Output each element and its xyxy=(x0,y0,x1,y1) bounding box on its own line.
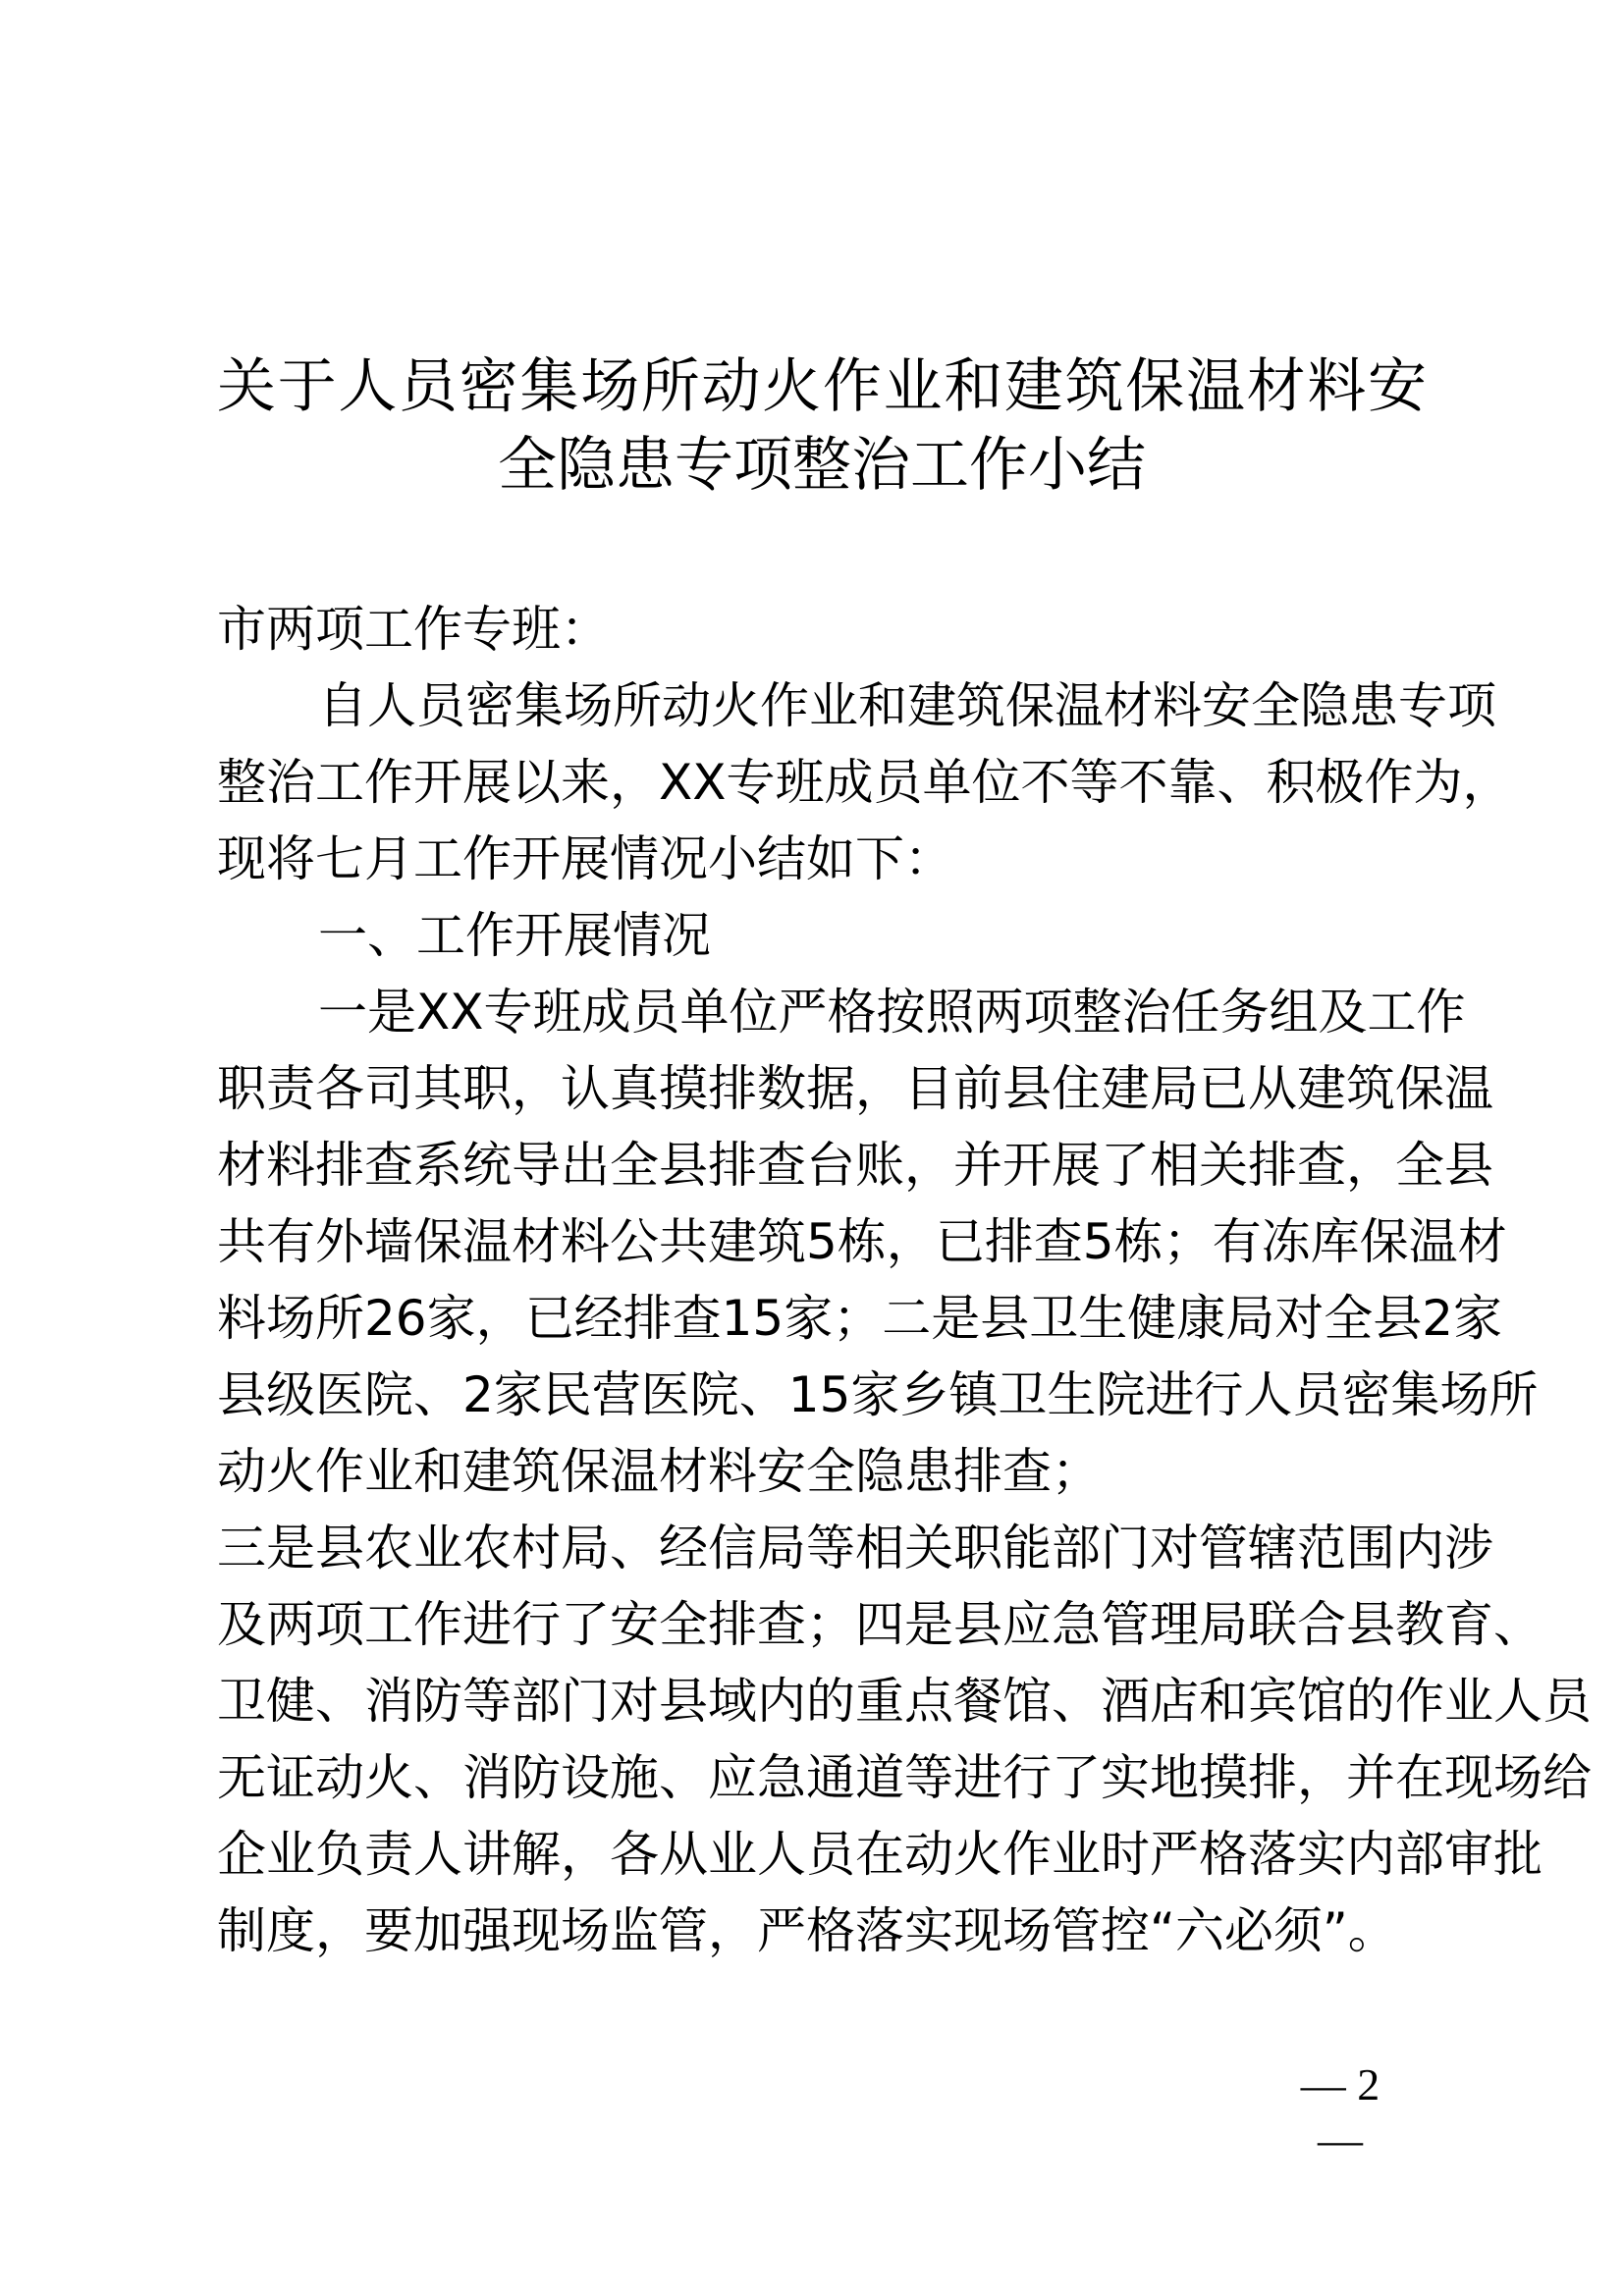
salutation: 市两项工作专班： xyxy=(217,601,610,658)
page-number: — 2 — xyxy=(1300,2059,1380,2164)
body-line: 县级医院、2家民营医院、15家乡镇卫生院进行人员密集场所 xyxy=(217,1366,1539,1423)
body-line: 自人员密集场所动火作业和建筑保温材料安全隐患专项 xyxy=(318,677,1496,734)
body-line: 材料排查系统导出全县排查台账，并开展了相关排查，全县 xyxy=(217,1137,1493,1194)
body-line: 一是XX专班成员单位严格按照两项整治任务组及工作 xyxy=(318,984,1466,1041)
section-heading: 一、工作开展情况 xyxy=(318,907,711,964)
body-line: 整治工作开展以来，XX专班成员单位不等不靠、积极作为， xyxy=(217,754,1512,811)
body-line: 料场所26家，已经排查15家；二是县卫生健康局对全县2家 xyxy=(217,1290,1503,1347)
document-title-line-1: 关于人员密集场所动火作业和建筑保温材料安 xyxy=(217,352,1427,421)
body-line: 三是县农业农村局、经信局等相关职能部门对管辖范围内涉 xyxy=(217,1520,1493,1576)
body-line: 职责各司其职，认真摸排数据，目前县住建局已从建筑保温 xyxy=(217,1060,1493,1117)
body-line: 现将七月工作开展情况小结如下： xyxy=(217,830,953,887)
body-line: 共有外墙保温材料公共建筑5栋，已排查5栋；有冻库保温材 xyxy=(217,1213,1507,1270)
body-line: 制度，要加强现场监管，严格落实现场管控“六必须”。 xyxy=(217,1902,1397,1959)
body-line: 卫健、消防等部门对县域内的重点餐馆、酒店和宾馆的作业人员 xyxy=(217,1673,1592,1730)
body-line: 动火作业和建筑保温材料安全隐患排查； xyxy=(217,1443,1101,1500)
body-line: 无证动火、消防设施、应急通道等进行了实地摸排，并在现场给 xyxy=(217,1749,1592,1806)
body-line: 企业负责人讲解，各从业人员在动火作业时严格落实内部审批 xyxy=(217,1826,1542,1883)
body-line: 及两项工作进行了安全排查；四是县应急管理局联合县教育、 xyxy=(217,1596,1542,1653)
document-title-line-2: 全隐患专项整治工作小结 xyxy=(498,431,1146,500)
